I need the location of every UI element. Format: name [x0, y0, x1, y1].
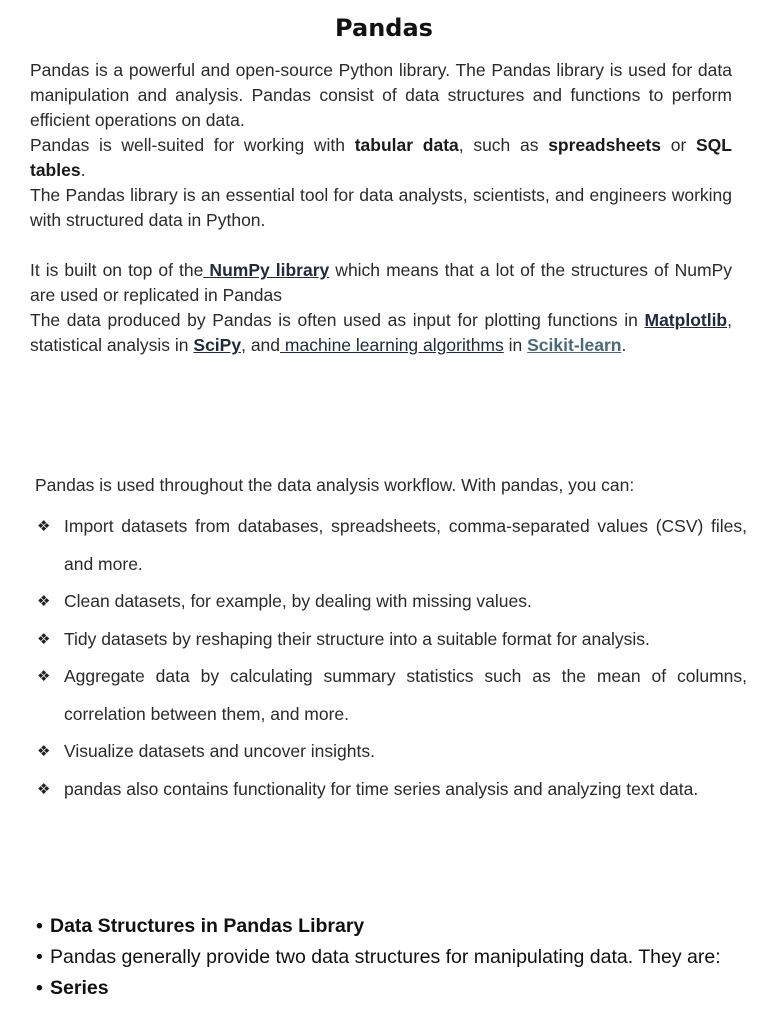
page-title: Pandas [335, 14, 433, 42]
workflow-heading: Pandas is used throughout the data analysis workflow. With pandas, you can: [35, 475, 635, 495]
bold-spreadsheets: spreadsheets [548, 135, 662, 155]
intro-paragraph-5 [30, 308, 732, 358]
text-run: which means that a lot of the structures of NumPy are used or replicated in Pandas [30, 260, 732, 305]
workflow-section [35, 472, 747, 808]
bullet-dot-icon: • [36, 946, 43, 968]
text-run: in [503, 335, 528, 355]
list-item [35, 771, 747, 809]
text-run: , and [241, 335, 281, 355]
spacer [30, 233, 732, 258]
list-item [35, 733, 747, 771]
list-item [35, 658, 747, 733]
list-item [35, 583, 747, 621]
list-item-text: Aggregate data by calculating summary statistics such as the mean of columns, correlation between them, and more. [64, 666, 747, 724]
diamond-bullet-icon: ❖ [37, 517, 51, 535]
diamond-bullet-icon: ❖ [37, 629, 51, 648]
diamond-bullet-icon: ❖ [37, 779, 51, 798]
machine-learning-algorithms-link[interactable]: machine learning algorithms [280, 335, 504, 355]
list-item [36, 914, 736, 938]
text-run: . [621, 335, 627, 355]
list-item-text: Tidy datasets by reshaping their structure into a suitable format for analysis. [64, 628, 650, 649]
list-item-text: Import datasets from databases, spreadsheets, comma-separated values (CSV) files, and more. [64, 516, 747, 574]
list-item-text: Clean datasets, for example, by dealing with missing values. [64, 591, 532, 611]
text-run: The data produced by Pandas is often used as input for plotting functions in [30, 310, 645, 330]
list-item-text: Visualize datasets and uncover insights. [64, 741, 375, 761]
intro-paragraph-2 [30, 133, 732, 183]
text-run: Pandas is well-suited for working with [30, 135, 355, 155]
text-run: . [80, 160, 86, 180]
data-structures-heading: Data Structures in Pandas Library [50, 915, 365, 937]
list-item [36, 976, 736, 1000]
diamond-bullet-icon: ❖ [37, 742, 51, 760]
bullet-dot-icon: • [36, 915, 43, 937]
intro-paragraph-1: Pandas is a powerful and open-source Python library. The Pandas library is used for data manipulation and analysis. Pandas consist of data structures and functions to perform efficient operations on data. [30, 60, 732, 130]
list-item [35, 621, 747, 659]
workflow-list [35, 508, 747, 808]
bullet-dot-icon: • [36, 977, 43, 999]
numpy-library-link[interactable]: NumPy library [203, 260, 330, 280]
diamond-bullet-icon: ❖ [37, 667, 51, 685]
text-run: or [661, 135, 696, 155]
diamond-bullet-icon: ❖ [37, 592, 51, 610]
intro-paragraph-4 [30, 258, 732, 308]
list-item [36, 945, 736, 969]
data-structures-section [36, 914, 736, 1007]
bold-tabular-data: tabular data [354, 135, 459, 155]
bold-sql-tables: SQL tables [30, 135, 732, 180]
list-item [35, 508, 747, 583]
matplotlib-link[interactable]: Matplotlib [644, 310, 728, 330]
text-run: , statistical analysis in [30, 310, 732, 355]
intro-paragraph-3: The Pandas library is an essential tool for data analysts, scientists, and engineers working with structured data in Python. [30, 185, 732, 230]
scipy-link[interactable]: SciPy [193, 335, 242, 355]
list-item-text: pandas also contains functionality for time series analysis and analyzing text data. [64, 778, 699, 799]
intro-section [30, 58, 732, 358]
series-heading: Series [50, 977, 109, 999]
list-item-text: Pandas generally provide two data structures for manipulating data. They are: [50, 946, 721, 968]
text-run: It is built on top of the [30, 260, 204, 280]
text-run: , such as [458, 135, 549, 155]
scikit-learn-link[interactable]: Scikit-learn [527, 335, 622, 355]
